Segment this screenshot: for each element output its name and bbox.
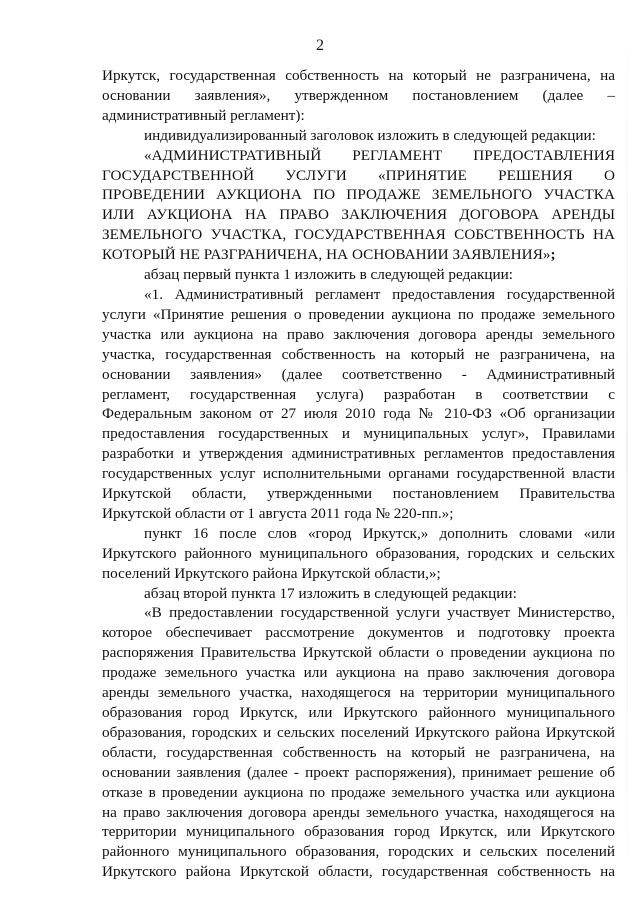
body-line: отказе в проведении аукциона по продаже земельного участка или аукциона — [102, 783, 615, 801]
regulation-title-line — [102, 245, 615, 265]
body-line: основании заявления», утвержденном постановлением (далее – — [102, 86, 615, 104]
regulation-title-line: «АДМИНИСТРАТИВНЫЙ РЕГЛАМЕНТ ПРЕДОСТАВЛЕНИЯ — [144, 146, 615, 164]
body-line: продаже земельного участка или аукциона на право заключения договора — [102, 664, 615, 682]
body-line: услуги «Принятие решения о проведении аукциона по продаже земельного — [102, 305, 615, 323]
body-line: аренды земельного участка, находящегося на территории муниципального — [102, 684, 615, 702]
body-line: которое обеспечивает рассмотрение документов и подготовку проекта — [102, 624, 615, 642]
body-line: предоставления государственных и муниципальных услуг», Правилами — [102, 425, 615, 443]
body-line: абзац первый пункта 1 изложить в следующей редакции: — [144, 266, 514, 284]
body-line: административный регламент): — [102, 106, 305, 124]
body-line: основании заявления» (далее соответственно - Административный — [102, 365, 615, 383]
body-line: основании заявления (далее - проект распоряжения), принимает решение об — [102, 763, 615, 781]
body-line: регламент, государственная услуга) разработан в соответствии с — [102, 385, 615, 403]
body-line: пункт 16 после слов «город Иркутск,» дополнить словами «или — [144, 524, 615, 542]
body-line: на право заключения договора аренды земельного участка, находящегося на — [102, 803, 615, 821]
scan-shadow — [626, 0, 628, 905]
body-line: территории муниципального образования город Иркутск, или Иркутского — [102, 823, 615, 841]
body-line: Федеральным законом от 27 июля 2010 года № 210-ФЗ «Об организации — [102, 405, 615, 423]
body-line: индивидуализированный заголовок изложить в следующей редакции: — [144, 126, 596, 144]
body-line: Иркутской области от 1 августа 2011 года № 220-пп.»; — [102, 504, 454, 522]
body-line: «В предоставлении государственной услуги участвует Министерство, — [144, 604, 615, 622]
regulation-title-line: ЗЕМЕЛЬНОГО УЧАСТКА, ГОСУДАРСТВЕННАЯ СОБСТВЕННОСТЬ НА — [102, 226, 615, 244]
body-line: поселений Иркутского района Иркутской области,»; — [102, 564, 441, 582]
body-line: «1. Административный регламент предоставления государственной — [144, 285, 615, 303]
body-line: Иркутской области, утвержденными постановлением Правительства — [102, 485, 615, 503]
regulation-title-line: ИЛИ АУКЦИОНА НА ПРАВО ЗАКЛЮЧЕНИЯ ДОГОВОРА АРЕНДЫ — [102, 206, 615, 224]
page-number: 2 — [316, 37, 324, 54]
body-line: районного муниципального образования, городских и сельских поселений — [102, 843, 615, 861]
body-line: образования, городских и сельских поселений Иркутского района Иркутской — [102, 723, 615, 741]
regulation-title-line: ПРОВЕДЕНИИ АУКЦИОНА ПО ПРОДАЖЕ ЗЕМЕЛЬНОГО УЧАСТКА — [102, 186, 615, 204]
body-line: Иркутского района Иркутской области, государственная собственность на — [102, 863, 615, 881]
body-line: Иркутск, государственная собственность на который не разграничена, на — [102, 67, 615, 84]
regulation-title-line: ГОСУДАРСТВЕННОЙ УСЛУГИ «ПРИНЯТИЕ РЕШЕНИЯ О — [102, 166, 615, 184]
body-line: разработки и утверждения административных регламентов предоставления — [102, 445, 615, 463]
regulation-title-text: КОТОРЫЙ НЕ РАЗГРАНИЧЕНА, НА ОСНОВАНИИ ЗАЯВЛЕНИЯ» — [102, 246, 551, 264]
regulation-title-end: ; — [550, 246, 556, 264]
body-line: абзац второй пункта 17 изложить в следующей редакции: — [144, 584, 517, 602]
body-line: области, государственная собственность на который не разграничена, на — [102, 743, 615, 761]
body-line: Иркутского районного муниципального образования, городских и сельских — [102, 544, 615, 562]
body-line: участка, государственная собственность на который не разграничена, на — [102, 345, 615, 363]
document-body — [102, 66, 615, 882]
body-line: распоряжения Правительства Иркутской области о проведении аукциона по — [102, 644, 615, 662]
body-line: участка или аукциона на право заключения договора аренды земельного — [102, 325, 615, 343]
body-line: образования город Иркутск, или Иркутского районного муниципального — [102, 704, 615, 721]
body-line: государственных услуг исполнительными органами государственной власти — [102, 465, 615, 483]
